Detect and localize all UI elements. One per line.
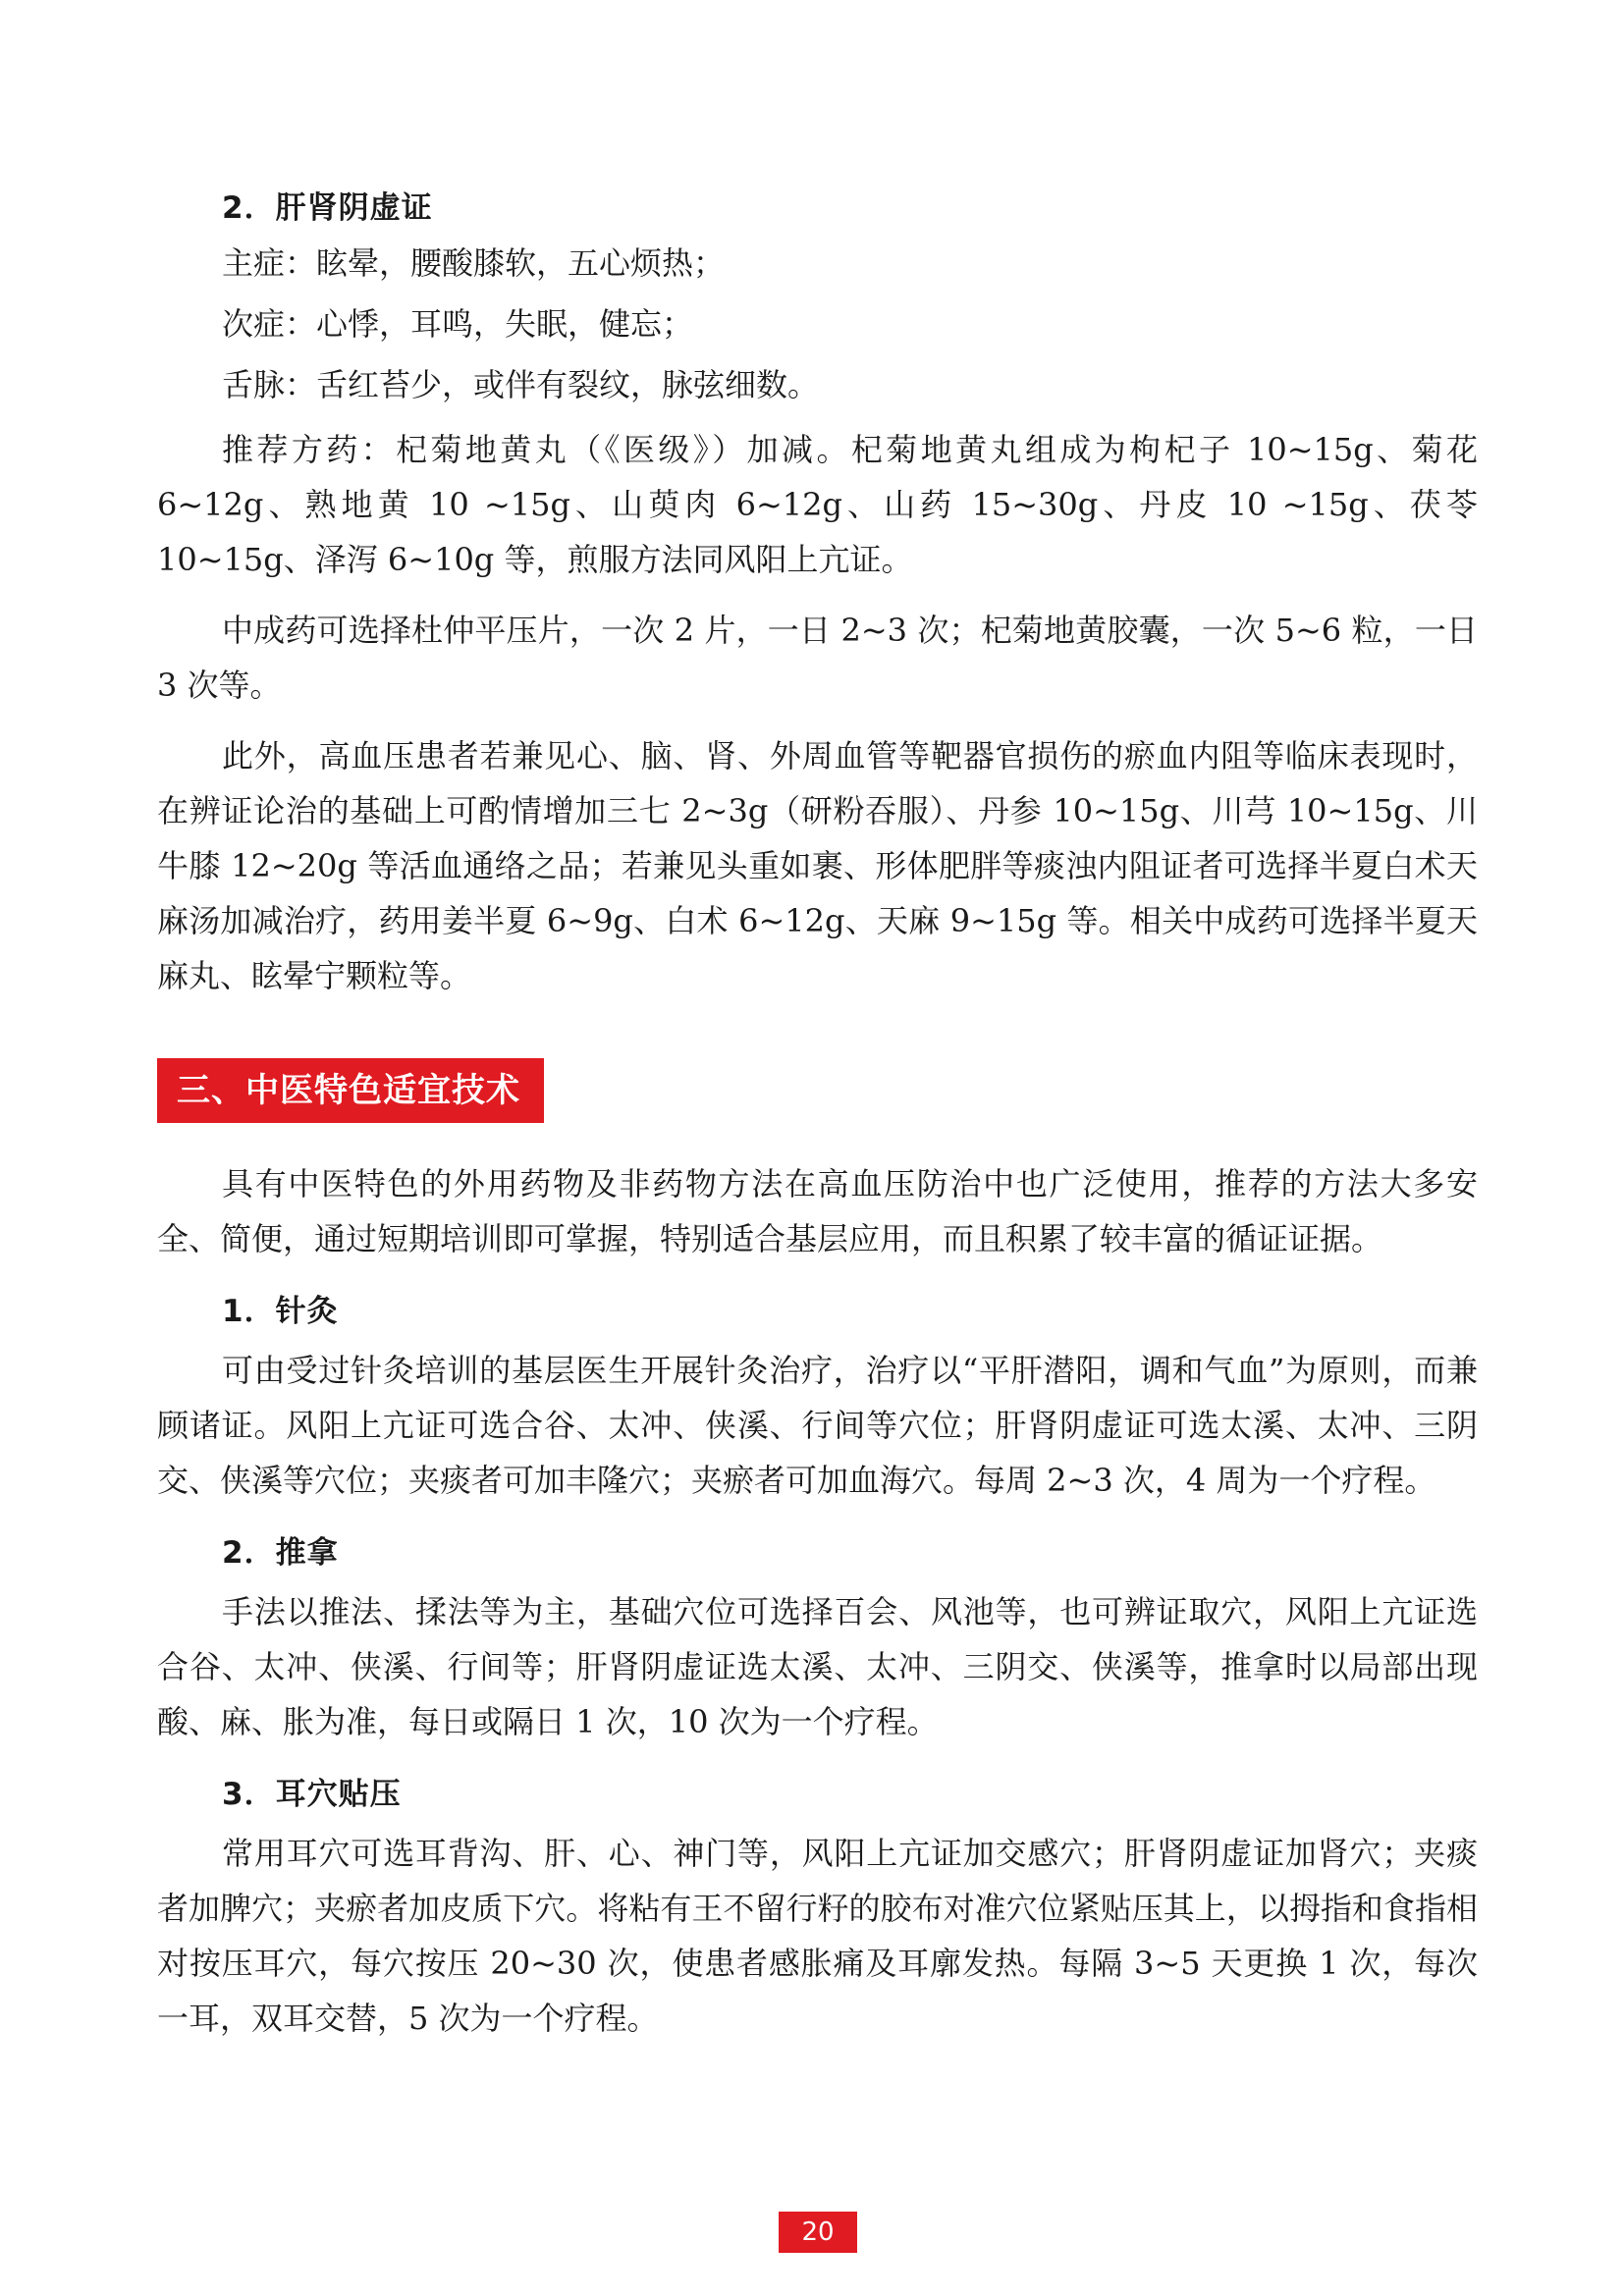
recommended-formula: 推荐方药：杞菊地黄丸（《医级》）加减。杞菊地黄丸组成为枸杞子 10~15g、菊花 6~12g、熟地黄 10 ~15g、山萸肉 6~12g、山药 15~30g、丹皮 10 ~15g、茯苓 10~15g、泽泻 6~10g 等，煎服方法同风阳上亢证。 [157, 431, 1478, 578]
massage-heading: 2．推拿 [222, 1535, 339, 1571]
main-symptoms: 主症：眩晕，腰酸膝软，五心烦热； [222, 244, 726, 282]
syndrome-heading: 2．肝肾阴虚证 [222, 190, 433, 226]
page-content [157, 187, 1478, 2061]
ear-acupressure-heading: 3．耳穴贴压 [222, 1777, 402, 1812]
acupuncture-heading: 1．针灸 [222, 1294, 339, 1329]
secondary-symptoms: 次症：心悸，耳鸣，失眠，健忘； [222, 305, 694, 343]
page-number: 20 [779, 2212, 857, 2253]
massage-text: 手法以推法、揉法等为主，基础穴位可选择百会、风池等，也可辨证取穴，风阳上亢证选合谷、太冲、侠溪、行间等；肝肾阴虚证选太溪、太冲、三阴交、侠溪等，推拿时以局部出现酸、麻、胀为准，每日或隔日 1 次，10 次为一个疗程。 [157, 1593, 1478, 1740]
section-intro: 具有中医特色的外用药物及非药物方法在高血压防治中也广泛使用，推荐的方法大多安全、简便，通过短期培训即可掌握，特别适合基层应用，而且积累了较丰富的循证证据。 [157, 1165, 1478, 1257]
section-banner: 三、中医特色适宜技术 [157, 1058, 544, 1123]
acupuncture-text: 可由受过针灸培训的基层医生开展针灸治疗，治疗以“平肝潜阳，调和气血”为原则，而兼顾诸证。风阳上亢证可选合谷、太冲、侠溪、行间等穴位；肝肾阴虚证可选太溪、太冲、三阴交、侠溪等穴位；夹痰者可加丰隆穴；夹瘀者可加血海穴。每周 2~3 次，4 周为一个疗程。 [157, 1352, 1478, 1499]
ear-acupressure-text: 常用耳穴可选耳背沟、肝、心、神门等，风阳上亢证加交感穴；肝肾阴虚证加肾穴；夹痰者加脾穴；夹瘀者加皮质下穴。将粘有王不留行籽的胶布对准穴位紧贴压其上，以拇指和食指相对按压耳穴，每穴按压 20~30 次，使患者感胀痛及耳廓发热。每隔 3~5 天更换 1 次，每次一耳，双耳交替，5 次为一个疗程。 [157, 1835, 1478, 2037]
patent-medicine: 中成药可选择杜仲平压片，一次 2 片，一日 2~3 次；杞菊地黄胶囊，一次 5~6 粒，一日 3 次等。 [157, 612, 1478, 704]
additional-note: 此外，高血压患者若兼见心、脑、肾、外周血管等靶器官损伤的瘀血内阻等临床表现时，在辨证论治的基础上可酌情增加三七 2~3g（研粉吞服）、丹参 10~15g、川芎 10~15g、川牛膝 12~20g 等活血通络之品；若兼见头重如裹、形体肥胖等痰浊内阻证者可选择半夏白术天麻汤加减治疗，药用姜半夏 6~9g、白术 6~12g、天麻 9~15g 等。相关中成药可选择半夏天麻丸、眩晕宁颗粒等。 [157, 737, 1478, 994]
tongue-pulse: 舌脉：舌红苔少，或伴有裂纹，脉弦细数。 [222, 366, 820, 403]
